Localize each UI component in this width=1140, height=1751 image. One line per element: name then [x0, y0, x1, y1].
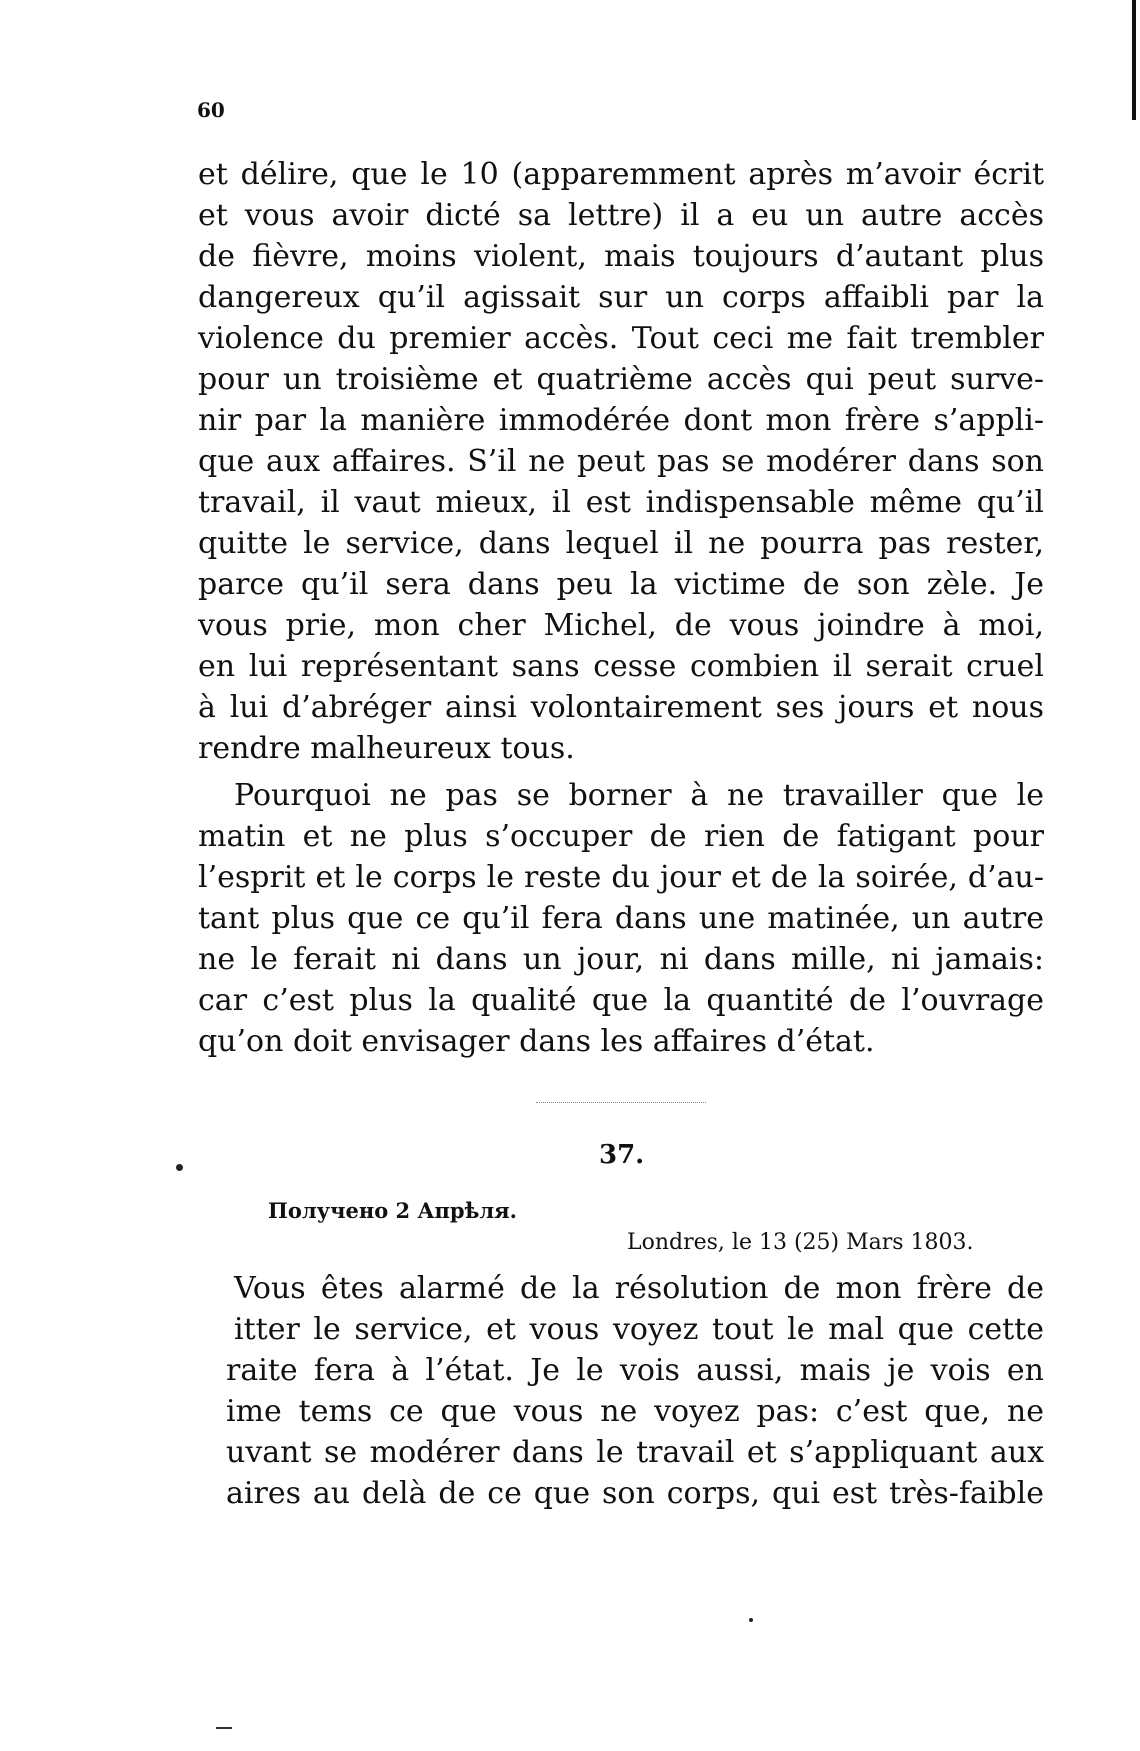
scan-speck	[176, 1164, 183, 1171]
text-line: parce qu’il sera dans peu la victime de son zèle. Je	[198, 567, 1044, 602]
text-line: et vous avoir dicté sa lettre) il a eu un autre accès	[198, 198, 1044, 233]
text-line: nir par la manière immodérée dont mon frère s’appli-	[198, 403, 1044, 438]
text-line: travail, il vaut mieux, il est indispensable même qu’il	[198, 485, 1044, 520]
text-line: à lui d’abréger ainsi volontairement ses jours et nous	[198, 690, 1044, 725]
text-line: et délire, que le 10 (apparemment après m’avoir écrit	[198, 157, 1044, 192]
text-line: raite fera à l’état. Je le vois aussi, mais je vois en	[226, 1353, 1044, 1388]
text-line: ime tems ce que vous ne voyez pas: c’est que, ne	[226, 1394, 1044, 1429]
text-line: l’esprit et le corps le reste du jour et de la soirée, d’au-	[198, 860, 1044, 895]
text-line: rendre malheureux tous.	[198, 731, 575, 766]
text-line: Pourquoi ne pas se borner à ne travailler que le	[234, 778, 1044, 813]
text-line: de fièvre, moins violent, mais toujours d’autant plus	[198, 239, 1044, 274]
section-separator	[536, 1102, 706, 1103]
text-line: vous prie, mon cher Michel, de vous joindre à moi,	[198, 608, 1044, 643]
text-line: quitte le service, dans lequel il ne pourra pas rester,	[198, 526, 1044, 561]
text-line: qu’on doit envisager dans les affaires d’état.	[198, 1024, 875, 1059]
text-line: que aux affaires. S’il ne peut pas se modérer dans son	[198, 444, 1044, 479]
text-line: pour un troisième et quatrième accès qui peut surve-	[198, 362, 1044, 397]
text-line: tant plus que ce qu’il fera dans une matinée, un autre	[198, 901, 1044, 936]
page-number: 60	[197, 98, 225, 122]
text-line: ne le ferait ni dans un jour, ni dans mille, ni jamais:	[198, 942, 1044, 977]
letter-dateline: Londres, le 13 (25) Mars 1803.	[627, 1230, 974, 1255]
scan-speck	[749, 1618, 753, 1622]
text-line: matin et ne plus s’occuper de rien de fatigant pour	[198, 819, 1044, 854]
text-line: itter le service, et vous voyez tout le mal que cette	[234, 1312, 1044, 1347]
received-note: Получено 2 Апрѣля.	[268, 1198, 517, 1223]
text-line: en lui représentant sans cesse combien il serait cruel	[198, 649, 1044, 684]
text-line: violence du premier accès. Tout ceci me fait trembler	[198, 321, 1044, 356]
text-line: dangereux qu’il agissait sur un corps affaibli par la	[198, 280, 1044, 315]
page-footer-mark	[216, 1727, 232, 1729]
text-line: uvant se modérer dans le travail et s’appliquant aux	[226, 1435, 1044, 1470]
text-line: Vous êtes alarmé de la résolution de mon frère de	[234, 1271, 1044, 1306]
text-line: car c’est plus la qualité que la quantité de l’ouvrage	[198, 983, 1044, 1018]
scan-edge-bar	[1132, 0, 1136, 120]
letter-number: 37.	[599, 1140, 645, 1170]
text-line: aires au delà de ce que son corps, qui est très-faible	[226, 1476, 1044, 1511]
